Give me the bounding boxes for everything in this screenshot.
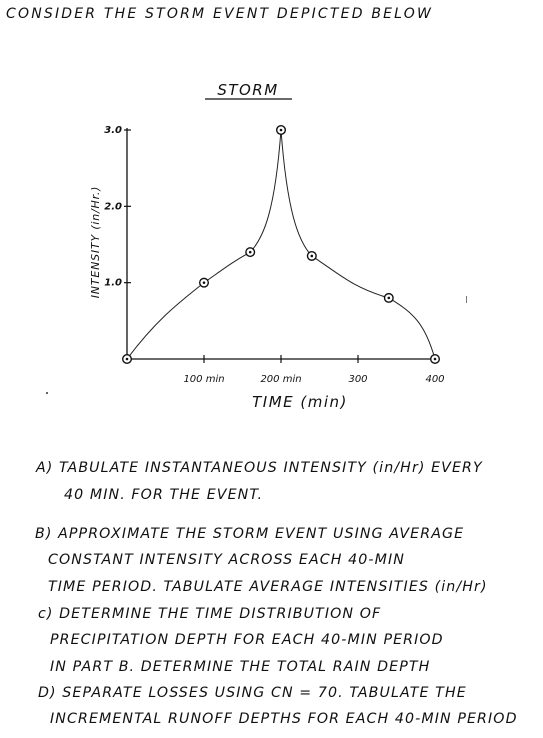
question-b-line-3: TIME PERIOD. TABULATE AVERAGE INTENSITIES (in/Hr) (48, 579, 488, 595)
series-line (127, 130, 435, 359)
y-tick-label: 3.0 (104, 125, 122, 136)
y-axis-label: INTENSITY (in/Hr.) (89, 185, 102, 299)
x-tick-label: 200 min (260, 374, 302, 385)
data-point-center (249, 251, 252, 254)
data-point-center (126, 358, 129, 361)
x-tick-label: 300 (348, 374, 368, 385)
x-tick-label: 400 (425, 374, 445, 385)
question-b-line-2: CONSTANT INTENSITY ACROSS EACH 40-MIN (48, 552, 405, 568)
question-a-line-2: 40 MIN. FOR THE EVENT. (64, 487, 264, 503)
x-tick-label: 100 min (183, 374, 225, 385)
question-d-line-2: INCREMENTAL RUNOFF DEPTHS FOR EACH 40-MIN PERIOD (50, 711, 518, 727)
question-a-line-1: A) TABULATE INSTANTANEOUS INTENSITY (in/Hr) EVERY (36, 460, 483, 476)
question-c-line-2: PRECIPITATION DEPTH FOR EACH 40-MIN PERIOD (50, 632, 444, 648)
y-tick-label: 1.0 (104, 277, 122, 289)
chart-title: STORM (217, 81, 279, 99)
x-axis-label: TIME (min) (252, 393, 348, 411)
page-header: CONSIDER THE STORM EVENT DEPICTED BELOW (6, 6, 434, 22)
question-b-line-1 (35, 526, 464, 542)
data-point-center (203, 281, 206, 284)
question-c-line-1: c) DETERMINE THE TIME DISTRIBUTION OF (38, 606, 382, 622)
data-point-center (388, 297, 391, 300)
edge-mark (466, 296, 467, 303)
question-d-line-1: D) SEPARATE LOSSES USING CN = 70. TABULATE THE (38, 685, 467, 701)
y-tick-label: 2.0 (104, 201, 122, 213)
chart-axes (127, 128, 435, 359)
data-point-center (434, 358, 437, 361)
data-point-center (280, 129, 283, 132)
question-b-line-1-text: B) APPROXIMATE THE STORM EVENT USING AVERAGE (35, 526, 465, 542)
question-c-line-3: IN PART B. DETERMINE THE TOTAL RAIN DEPTH (50, 659, 431, 675)
stray-dot (46, 392, 48, 394)
storm-chart (0, 60, 543, 420)
data-point-center (311, 255, 314, 258)
